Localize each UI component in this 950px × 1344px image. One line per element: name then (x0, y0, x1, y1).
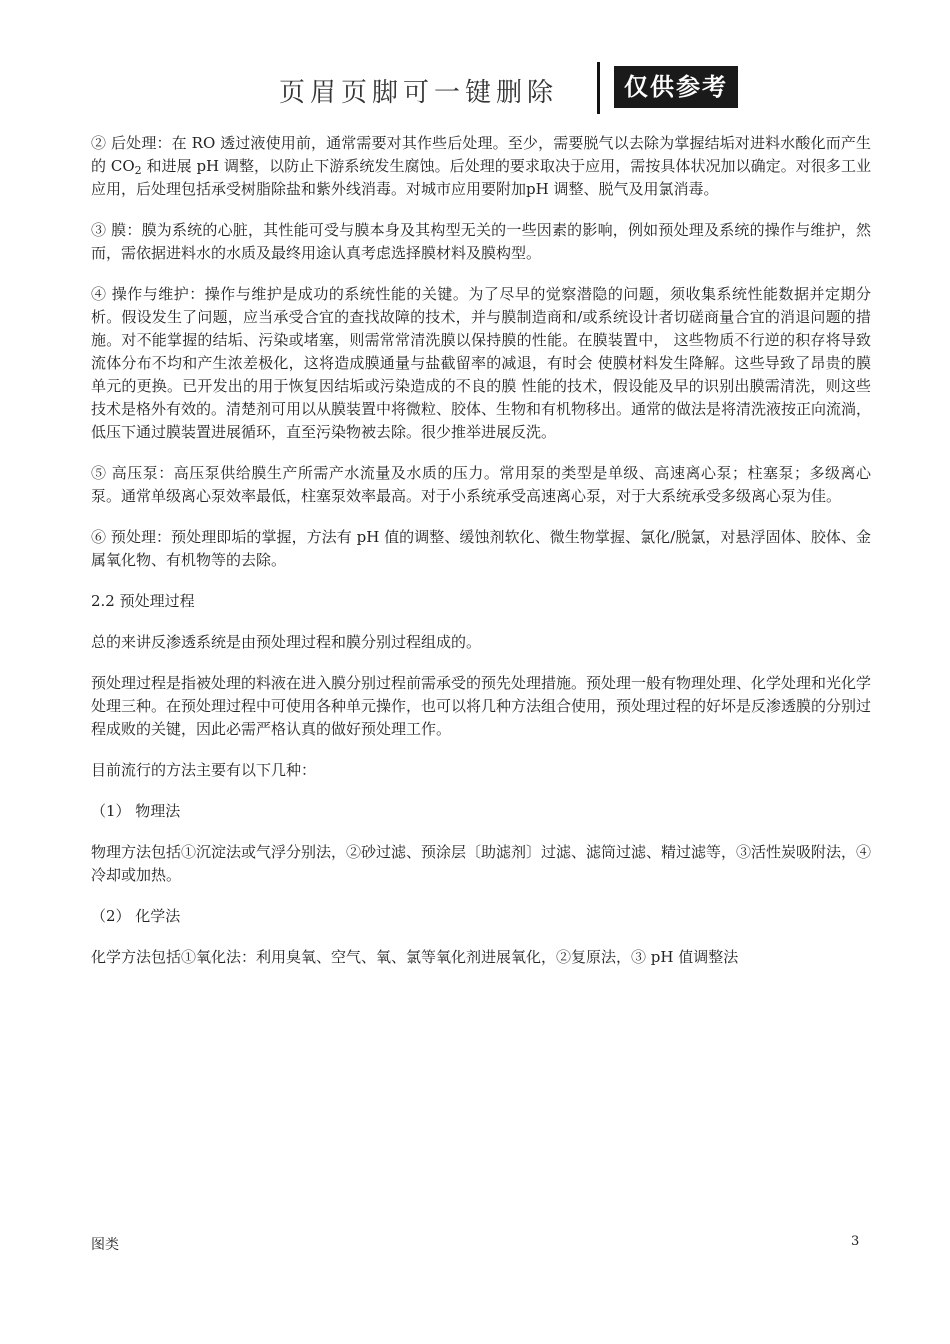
page-header (0, 60, 950, 120)
post-treatment-text-b: 和进展 pH 调整，以防止下游系统发生腐蚀。后处理的要求取决于应用，需按具体状况加以确定。对很多工业应用，后处理包括承受树脂除盐和紫外线消毒。对城市应用要附加pH 调整、脱气及用氯消毒。 (91, 157, 872, 198)
paragraph-membrane: ③ 膜：膜为系统的心脏，其性能可受与膜本身及其构型无关的一些因素的影响，例如预处理及系统的操作与维护，然而，需依据进料水的水质及最终用途认真考虑选择膜材料及膜构型。 (91, 221, 871, 262)
subheading-chemical-method: （2） 化学法 (91, 907, 181, 925)
subheading-physical-method: （1） 物理法 (91, 802, 181, 820)
footer-label: 图类 (91, 1237, 119, 1253)
co2-subscript: 2 (134, 164, 142, 177)
page-number: 3 (851, 1234, 860, 1249)
paragraph-operation-maintenance: ④ 操作与维护：操作与维护是成功的系统性能的关键。为了尽早的觉察潜隐的问题，须收集系统性能数据并定期分析。假设发生了问题，应当承受合宜的查找故障的技术，并与膜制造商和/或系统设计者切磋商量合宜的消退问题的措施。对不能掌握的结垢、污染或堵塞，则需常常清洗膜以保持膜的性能。在膜装置中， 这些物质不行逆的积存将导致流体分布不均和产生浓差极化，这将造成膜通量与盐截留率的减退，有时会 使膜材料发生降解。这些导致了昂贵的膜单元的更换。已开发出的用于恢复因结垢或污染造成的不良的膜 性能的技术，假设能及早的识别出膜需清洗，则这些技术是格外有效的。清楚剂可用以从膜装置中将微粒、胶体、生物和有机物移出。通常的做法是将清洗液按正向流淌，低压下通过膜装置进展循环，直至污染物被去除。很少推举进展反洗。 (91, 285, 872, 441)
paragraph-chemical-method: 化学方法包括①氧化法：利用臭氧、空气、氧、氯等氧化剂进展氧化，②复原法，③ pH 值调整法 (91, 948, 739, 966)
paragraph-pretreatment: ⑥ 预处理：预处理即垢的掌握，方法有 pH 值的调整、缓蚀剂软化、微生物掌握、氯化/脱氯，对悬浮固体、胶体、金属氧化物、有机物等的去除。 (91, 528, 871, 569)
paragraph-methods-intro: 目前流行的方法主要有以下几种： (91, 761, 317, 779)
paragraph-high-pressure-pump: ⑤ 高压泵：高压泵供给膜生产所需产水流量及水质的压力。常用泵的类型是单级、高速离心泵；柱塞泵；多级离心泵。通常单级离心泵效率最低，柱塞泵效率最高。对于小系统承受高速离心泵，对于大系统承受多级离心泵为佳。 (91, 464, 871, 505)
paragraph-pretreatment-definition: 预处理过程是指被处理的料液在进入膜分别过程前需承受的预先处理措施。预处理一般有物理处理、化学处理和光化学处理三种。在预处理过程中可使用各种单元操作，也可以将几种方法组合使用，预处理过程的好坏是反渗透膜的分别过程成败的关键，因此必需严格认真的做好预处理工作。 (91, 674, 872, 738)
document-body (91, 132, 871, 987)
header-divider (597, 62, 600, 114)
paragraph-post-treatment (91, 132, 871, 201)
section-heading-2-2: 2.2 预处理过程 (91, 592, 195, 610)
header-text: 页眉页脚可一键删除 (279, 78, 559, 108)
paragraph-summary: 总的来讲反渗透系统是由预处理过程和膜分别过程组成的。 (91, 633, 482, 651)
paragraph-physical-method: 物理方法包括①沉淀法或气浮分别法，②砂过滤、预涂层〔助滤剂〕过滤、滤筒过滤、精过滤等，③活性炭吸附法，④冷却或加热。 (91, 843, 872, 884)
reference-only-badge: 仅供参考 (614, 66, 738, 108)
post-treatment-text-a: ② 后处理：在 RO 透过液使用前，通常需要对其作些后处理。至少，需要脱气以去除为掌握结垢对进料水酸化而产生的 CO (91, 134, 871, 175)
